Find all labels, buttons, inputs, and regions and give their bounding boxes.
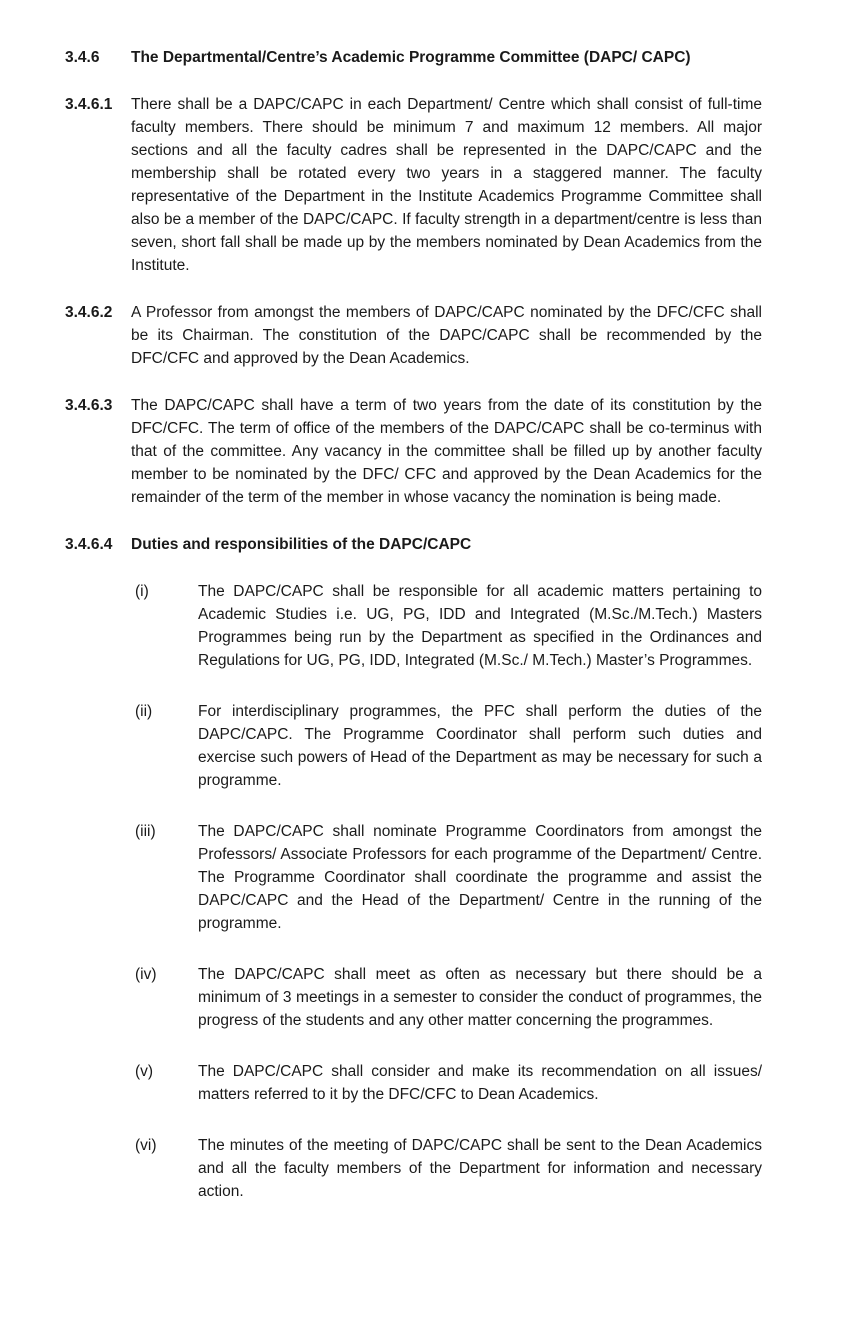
clause-text: A Professor from amongst the members of DAPC/CAPC nominated by the DFC/CFC shall be its Chairman. The constitution of the DAPC/CAPC shall be recommended by the DFC/CFC and approved by the Dean Academics. (131, 304, 762, 367)
clause-text: Duties and responsibilities of the DAPC/CAPC (131, 536, 472, 553)
list-item-ii (135, 700, 762, 792)
clause-number: 3.4.6.2 (65, 304, 113, 321)
list-item-i (135, 580, 762, 672)
list-item-iii (135, 820, 762, 935)
section-heading-3-4-6-4 (65, 533, 762, 556)
list-item-iv (135, 963, 762, 1032)
clause-text: The DAPC/CAPC shall have a term of two years from the date of its constitution by the DFC/CFC. The term of office of the members of the DAPC/CAPC shall be co-terminus with that of the committee. Any vacancy in the committee shall be filled up by another faculty member to be nominated by the DFC/ CFC and approved by the Dean Academics for the remainder of the term of the member in whose vacancy the nomination is being made. (131, 397, 762, 506)
list-text: The minutes of the meeting of DAPC/CAPC shall be sent to the Dean Academics and all the faculty members of the Department for information and necessary action. (198, 1137, 762, 1200)
clause-3-4-6-1 (65, 93, 762, 277)
list-marker: (iii) (135, 823, 156, 840)
list-text: For interdisciplinary programmes, the PFC shall perform the duties of the DAPC/CAPC. The Programme Coordinator shall perform such duties and exercise such powers of Head of the Department as may be necessary for such a programme. (198, 703, 762, 789)
list-item-vi (135, 1134, 762, 1203)
list-item-v (135, 1060, 762, 1106)
list-marker: (v) (135, 1063, 154, 1080)
clause-number: 3.4.6.3 (65, 397, 113, 414)
list-text: The DAPC/CAPC shall be responsible for all academic matters pertaining to Academic Studies i.e. UG, PG, IDD and Integrated (M.Sc./M.Tech.) Masters Programmes being run by the Department as specified in the Ordinances and Regulations for UG, PG, IDD, Integrated (M.Sc./ M.Tech.) Master’s Programmes. (198, 583, 762, 669)
clause-number: 3.4.6.1 (65, 96, 113, 113)
clause-number: 3.4.6 (65, 49, 100, 66)
clause-3-4-6-2 (65, 301, 762, 370)
list-text: The DAPC/CAPC shall consider and make its recommendation on all issues/ matters referred to it by the DFC/CFC to Dean Academics. (198, 1063, 762, 1103)
list-marker: (iv) (135, 966, 157, 983)
clause-text: The Departmental/Centre’s Academic Programme Committee (DAPC/ CAPC) (131, 49, 691, 66)
list-marker: (i) (135, 583, 149, 600)
list-text: The DAPC/CAPC shall meet as often as necessary but there should be a minimum of 3 meetings in a semester to consider the conduct of programmes, the progress of the students and any other matter concerning the programmes. (198, 966, 762, 1029)
clause-3-4-6-3 (65, 394, 762, 509)
list-marker: (ii) (135, 703, 153, 720)
section-heading-3-4-6 (65, 46, 762, 69)
list-marker: (vi) (135, 1137, 157, 1154)
list-text: The DAPC/CAPC shall nominate Programme Coordinators from amongst the Professors/ Associate Professors for each programme of the Department/ Centre. The Programme Coordinator shall coordinate the programme and assist the DAPC/CAPC and the Head of the Department/ Centre in the running of the programme. (198, 823, 762, 932)
clause-text: There shall be a DAPC/CAPC in each Department/ Centre which shall consist of full-time faculty members. There should be minimum 7 and maximum 12 members. All major sections and all the faculty cadres shall be represented in the DAPC/CAPC and the membership shall be rotated every two years in a staggered manner. The faculty representative of the Department in the Institute Academics Programme Committee shall also be a member of the DAPC/CAPC. If faculty strength in a department/centre is less than seven, short fall shall be made up by the members nominated by Dean Academics from the Institute. (131, 96, 762, 274)
clause-number: 3.4.6.4 (65, 536, 113, 553)
